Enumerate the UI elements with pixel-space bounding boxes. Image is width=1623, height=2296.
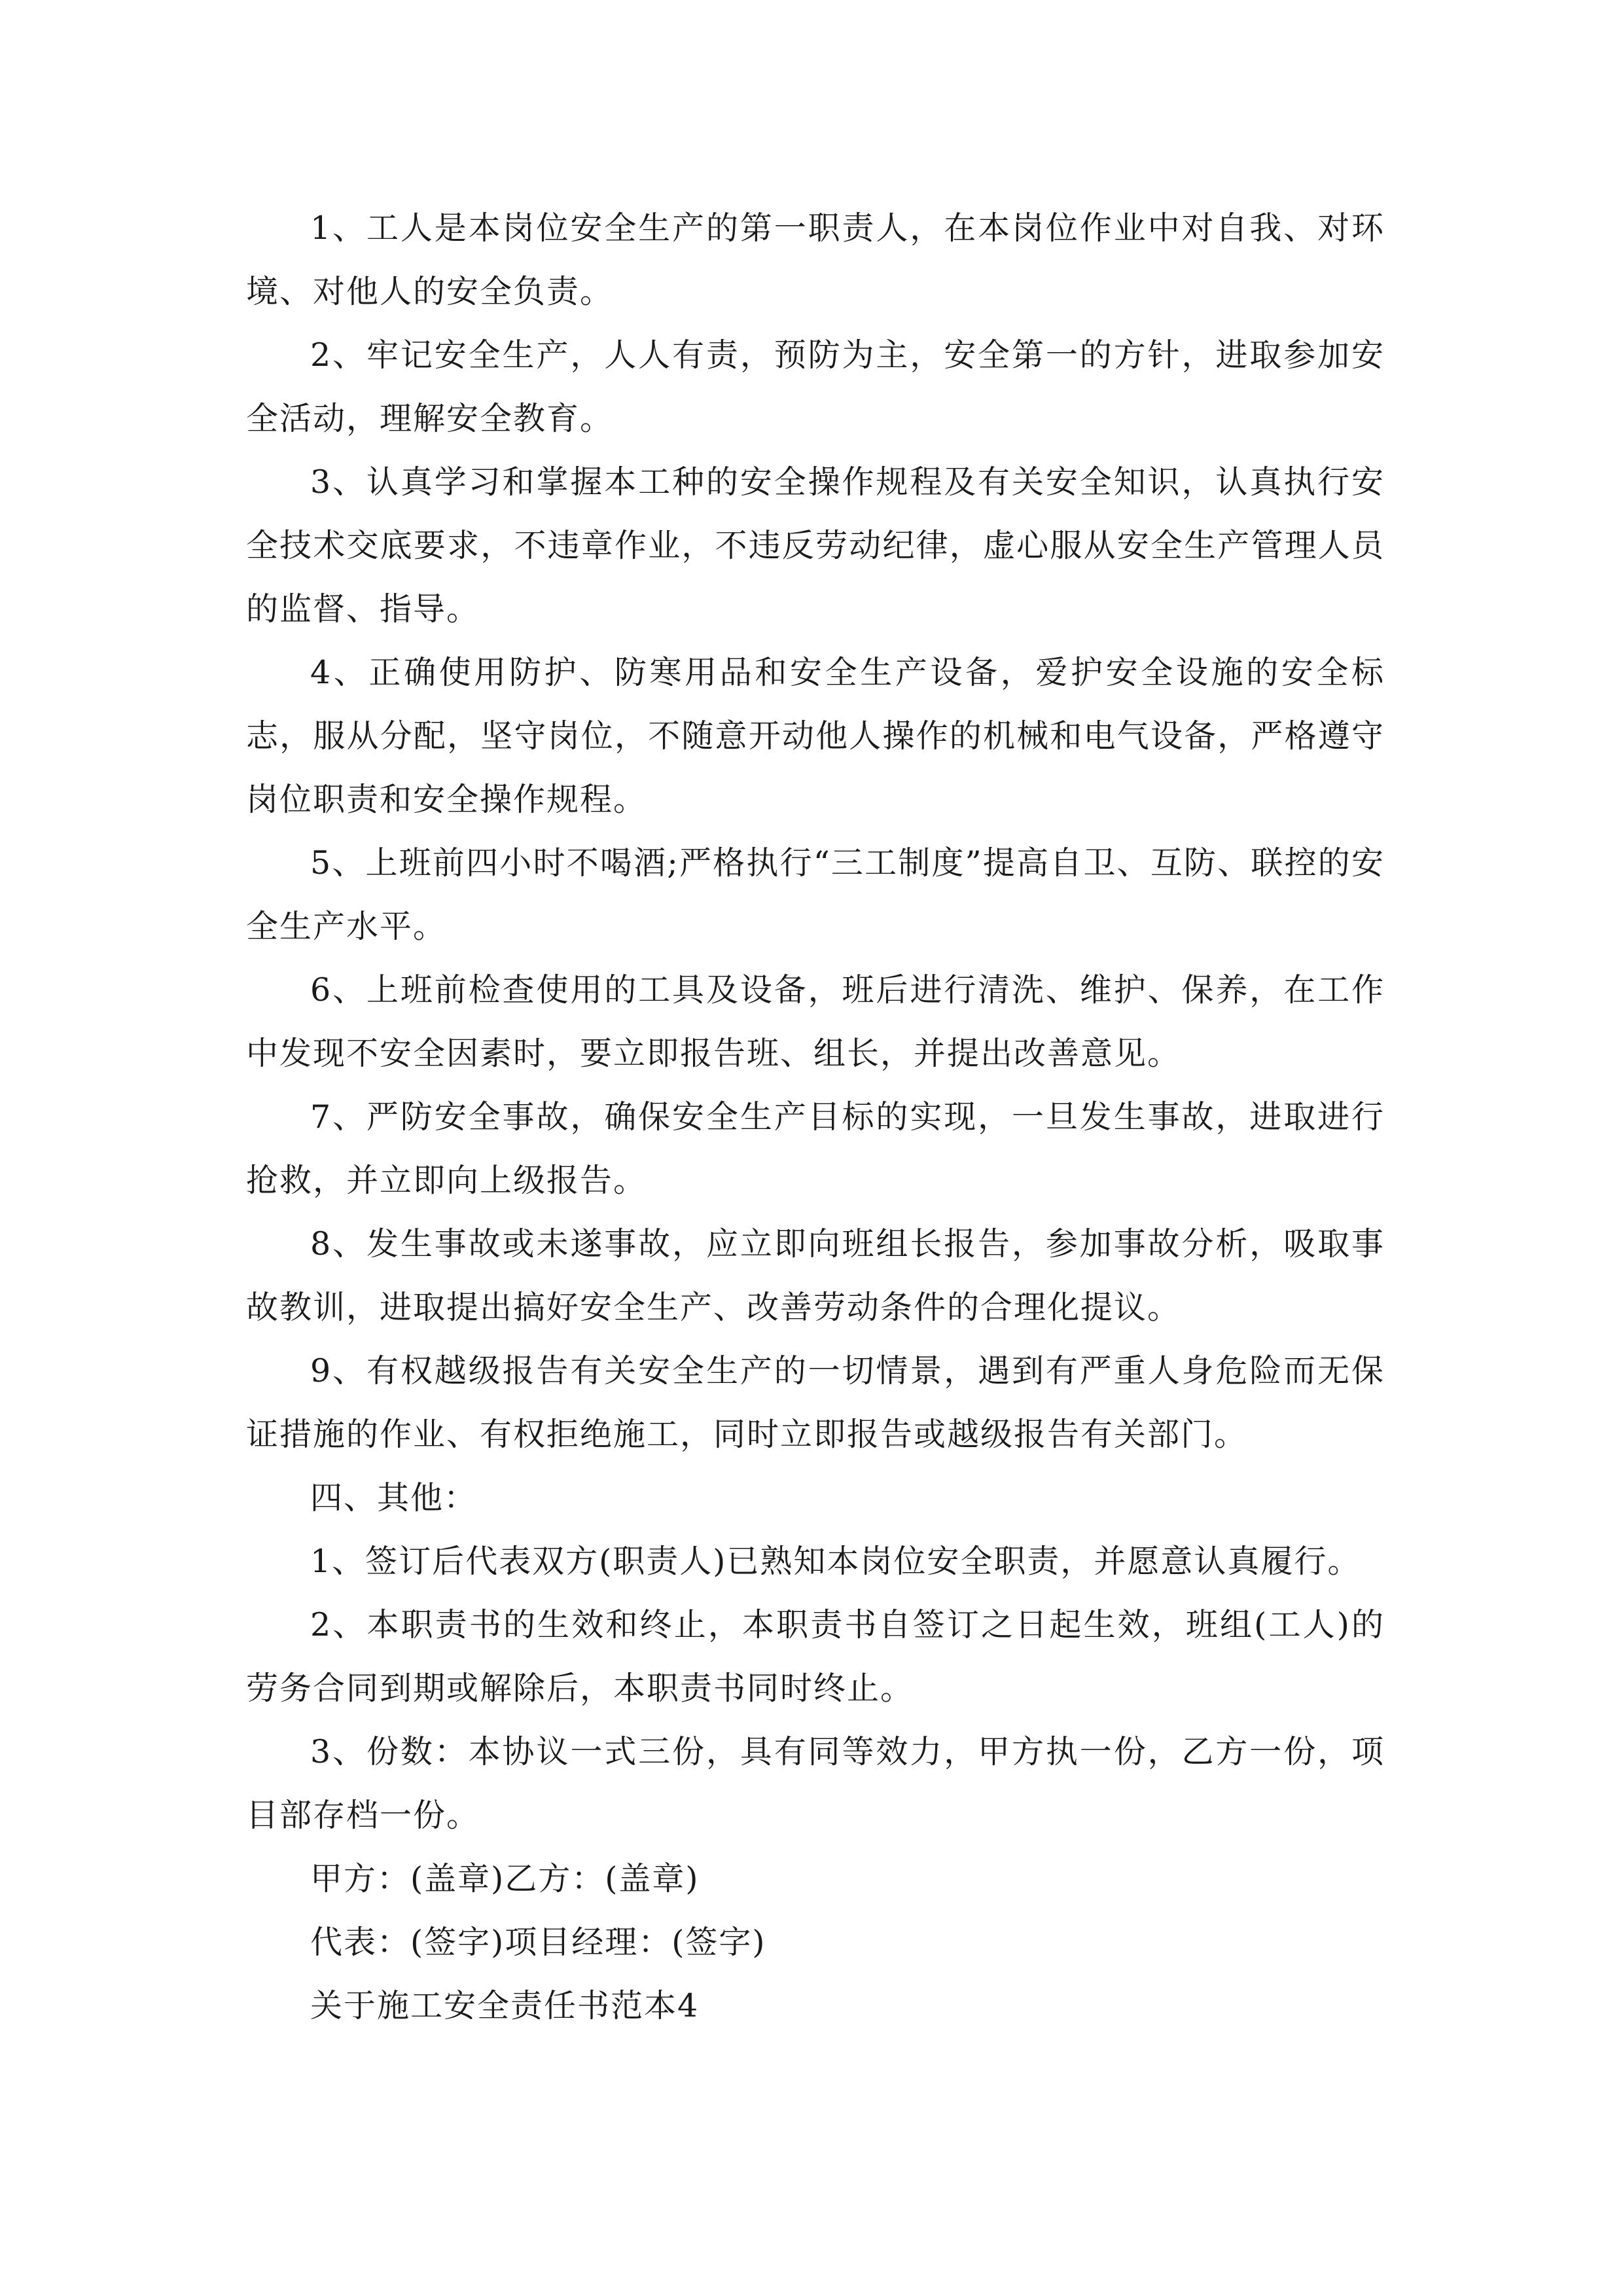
- paragraph-worker-responsibility: 1、工人是本岗位安全生产的第一职责人，在本岗位作业中对自我、对环境、对他人的安全负责。: [246, 209, 1385, 310]
- paragraph-study-regulations: 3、认真学习和掌握本工种的安全操作规程及有关安全知识，认真执行安全技术交底要求，不违章作业，不违反劳动纪律，虚心服从安全生产管理人员的监督、指导。: [246, 463, 1385, 628]
- paragraph-signing-acknowledgement: 1、签订后代表双方(职责人)已熟知本岗位安全职责，并愿意认真履行。: [310, 1543, 1361, 1580]
- paragraph-accident-prevention: 7、严防安全事故，确保安全生产目标的实现，一旦发生事故，进取进行抢救，并立即向上级报告。: [246, 1098, 1385, 1199]
- document-body: [246, 196, 1385, 2037]
- paragraph-accident-reporting: 8、发生事故或未遂事故，应立即向班组长报告，参加事故分析，吸取事故教训，进取提出搞好安全生产、改善劳动条件的合理化提议。: [246, 1225, 1385, 1326]
- paragraph-safety-policy: 2、牢记安全生产，人人有责，预防为主，安全第一的方针，进取参加安全活动，理解安全教育。: [246, 336, 1385, 437]
- signature-line-seals: 甲方：(盖章)乙方：(盖章): [310, 1860, 700, 1897]
- next-section-title: 关于施工安全责任书范本4: [310, 1987, 700, 2024]
- paragraph-protective-equipment: 4、正确使用防护、防寒用品和安全生产设备，爱护安全设施的安全标志，服从分配，坚守岗位，不随意开动他人操作的机械和电气设备，严格遵守岗位职责和安全操作规程。: [246, 654, 1385, 818]
- paragraph-no-drinking: 5、上班前四小时不喝酒;严格执行“三工制度”提高自卫、互防、联控的安全生产水平。: [246, 844, 1385, 945]
- paragraph-validity-term: 2、本职责书的生效和终止，本职责书自签订之日起生效，班组(工人)的劳务合同到期或解除后，本职责书同时终止。: [246, 1606, 1385, 1707]
- paragraph-copies: 3、份数：本协议一式三份，具有同等效力，甲方执一份，乙方一份，项目部存档一份。: [246, 1733, 1385, 1834]
- paragraph-tool-inspection: 6、上班前检查使用的工具及设备，班后进行清洗、维护、保养，在工作中发现不安全因素时，要立即报告班、组长，并提出改善意见。: [246, 971, 1385, 1072]
- signature-line-representatives: 代表：(签字)项目经理：(签字): [310, 1924, 766, 1961]
- paragraph-right-to-report: 9、有权越级报告有关安全生产的一切情景，遇到有严重人身危险而无保证措施的作业、有权拒绝施工，同时立即报告或越级报告有关部门。: [246, 1352, 1385, 1453]
- section-heading-other: 四、其他：: [310, 1479, 478, 1516]
